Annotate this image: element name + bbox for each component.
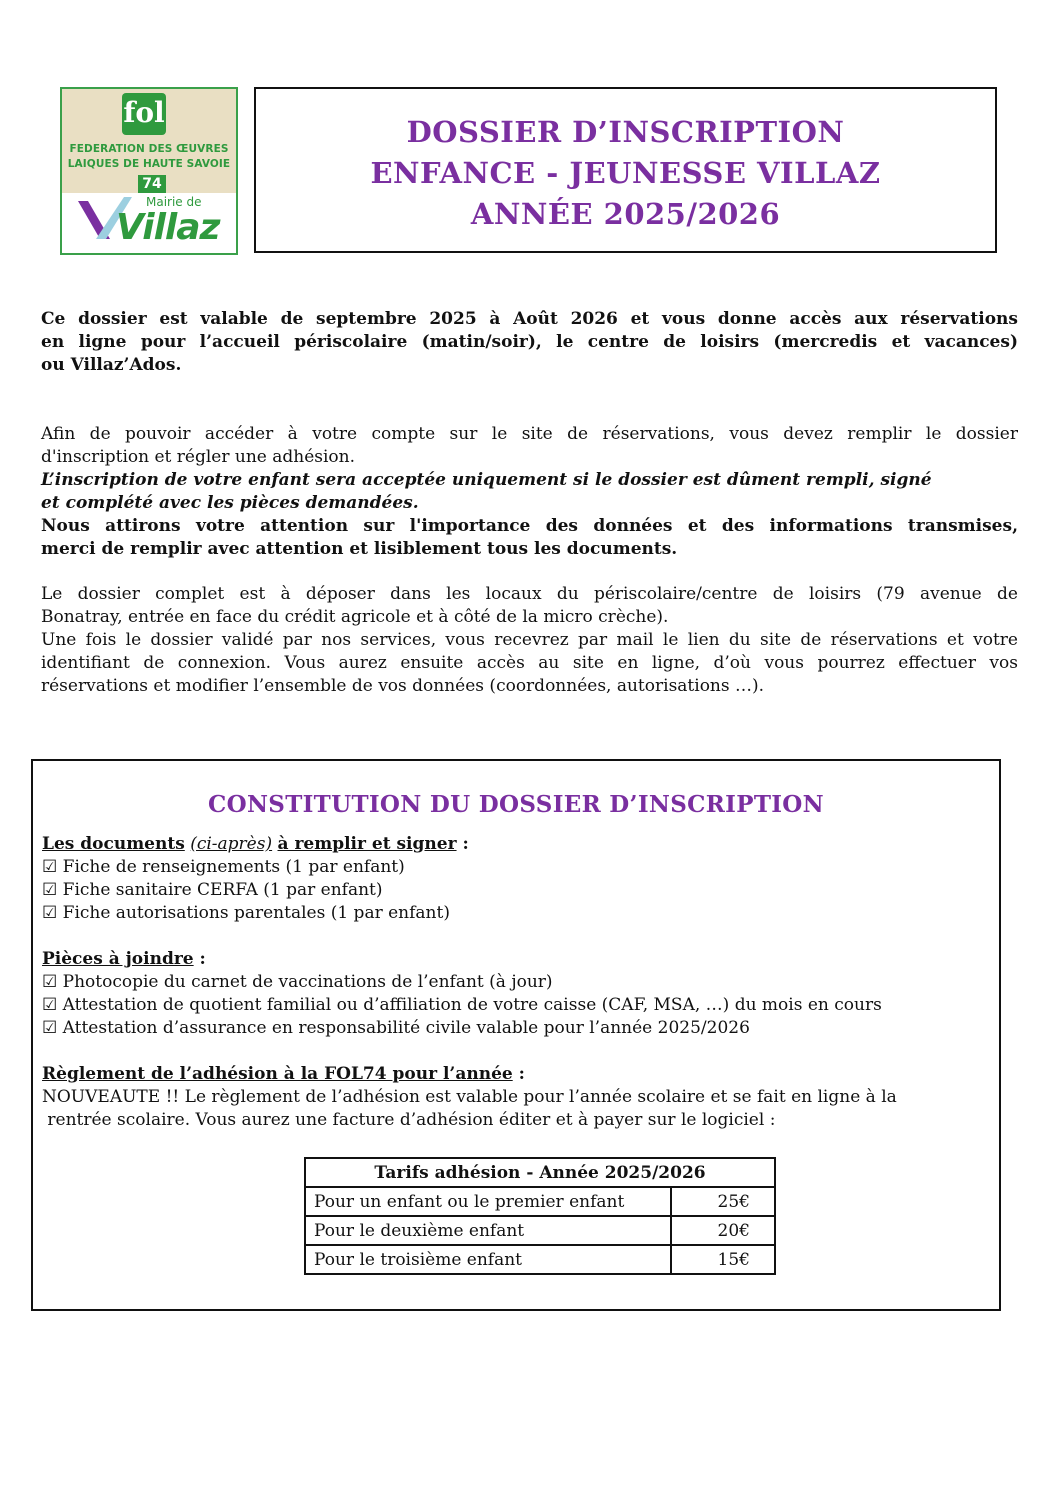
reglement-heading [42, 1063, 525, 1086]
fol-villaz-logo [60, 87, 238, 255]
tarif-price: 25€ [671, 1187, 775, 1216]
constitution-box [31, 759, 1001, 1311]
table-row [305, 1187, 775, 1216]
documents-heading [42, 833, 469, 856]
tarif-label: Pour le troisième enfant [305, 1245, 671, 1274]
doc-item: ☑ Fiche autorisations parentales (1 par enfant) [42, 903, 450, 923]
logo-federation-line1: FEDERATION DES ŒUVRES [69, 143, 229, 155]
title-line-3: ANNÉE 2025/2026 [470, 197, 781, 231]
tarifs-table [304, 1157, 776, 1275]
doc-item: ☑ Fiche sanitaire CERFA (1 par enfant) [42, 880, 383, 900]
documents-heading-c: à remplir et signer [277, 834, 457, 854]
documents-heading-a: Les documents [42, 834, 185, 854]
intro-line-1: Ce dossier est valable de septembre 2025 à Août 2026 et vous donne accès aux réservations [41, 309, 1018, 329]
doc-item: ☑ Fiche de renseignements (1 par enfant) [42, 857, 405, 877]
pieces-heading [42, 948, 206, 971]
logo-federation-line2: LAIQUES DE HAUTE SAVOIE [67, 158, 231, 170]
documents-heading-b: (ci-après) [190, 834, 273, 854]
deposit-line-3: Une fois le dossier validé par nos services, vous recevrez par mail le lien du site de réservations et votre [41, 630, 1018, 650]
title-box [254, 87, 997, 253]
tarifs-header-row [305, 1158, 775, 1187]
reglement-heading-colon: : [512, 1064, 525, 1084]
intro-paragraph [41, 308, 1018, 377]
tarif-label: Pour un enfant ou le premier enfant [305, 1187, 671, 1216]
access-italic-1: L’inscription de votre enfant sera acceptée uniquement si le dossier est dûment rempli, signé [41, 470, 932, 490]
deposit-line-5: réservations et modifier l’ensemble de vos données (coordonnées, autorisations …). [41, 676, 765, 696]
tarif-price: 20€ [671, 1216, 775, 1245]
intro-line-3: ou Villaz’Ados. [41, 355, 182, 375]
tarif-price: 15€ [671, 1245, 775, 1274]
access-italic-2: et complété avec les pièces demandées. [41, 493, 419, 513]
pieces-heading-colon: : [193, 949, 206, 969]
title-line-1: DOSSIER D’INSCRIPTION [406, 115, 845, 149]
deposit-paragraph [41, 583, 1018, 698]
tarif-label: Pour le deuxième enfant [305, 1216, 671, 1245]
table-row [305, 1216, 775, 1245]
reglement-line-1: NOUVEAUTE !! Le règlement de l’adhésion est valable pour l’année scolaire et se fait en ligne à la [42, 1087, 897, 1107]
documents-heading-colon: : [456, 834, 469, 854]
access-bold-2: merci de remplir avec attention et lisiblement tous les documents. [41, 539, 678, 559]
reglement-line-2: rentrée scolaire. Vous aurez une facture d’adhésion éditer et à payer sur le logiciel : [42, 1110, 776, 1130]
piece-item: ☑ Attestation de quotient familial ou d’affiliation de votre caisse (CAF, MSA, …) du mois en cours [42, 995, 882, 1015]
deposit-line-1: Le dossier complet est à déposer dans les locaux du périscolaire/centre de loisirs (79 avenue de [41, 584, 1018, 604]
table-row [305, 1245, 775, 1274]
logo-74-badge: 74 [138, 175, 166, 193]
constitution-title: CONSTITUTION DU DOSSIER D’INSCRIPTION [208, 791, 824, 818]
intro-line-2: en ligne pour l’accueil périscolaire (matin/soir), le centre de loisirs (mercredis et vacances) [41, 332, 1018, 352]
logo-villaz-text: Villaz [116, 207, 220, 248]
tarifs-header: Tarifs adhésion - Année 2025/2026 [305, 1158, 775, 1187]
piece-item: ☑ Attestation d’assurance en responsabilité civile valable pour l’année 2025/2026 [42, 1018, 750, 1038]
pieces-heading-text: Pièces à joindre [42, 949, 194, 969]
reglement-heading-text: Règlement de l’adhésion à la FOL74 pour l’année [42, 1064, 513, 1084]
access-bold-1: Nous attirons votre attention sur l'importance des données et des informations transmises, [41, 516, 1018, 536]
piece-item: ☑ Photocopie du carnet de vaccinations de l’enfant (à jour) [42, 972, 553, 992]
access-line-1: Afin de pouvoir accéder à votre compte sur le site de réservations, vous devez remplir le dossier [41, 424, 1018, 444]
deposit-line-2: Bonatray, entrée en face du crédit agricole et à côté de la micro crèche). [41, 607, 669, 627]
access-line-2: d'inscription et régler une adhésion. [41, 447, 356, 467]
deposit-line-4: identifiant de connexion. Vous aurez ensuite accès au site en ligne, d’où vous pourrez effectuer vos [41, 653, 1018, 673]
logo-mairie-text: Mairie de [146, 195, 202, 209]
logo-fol-mark: fol [122, 93, 166, 135]
title-line-2: ENFANCE - JEUNESSE VILLAZ [370, 156, 881, 190]
access-paragraph [41, 423, 1018, 561]
